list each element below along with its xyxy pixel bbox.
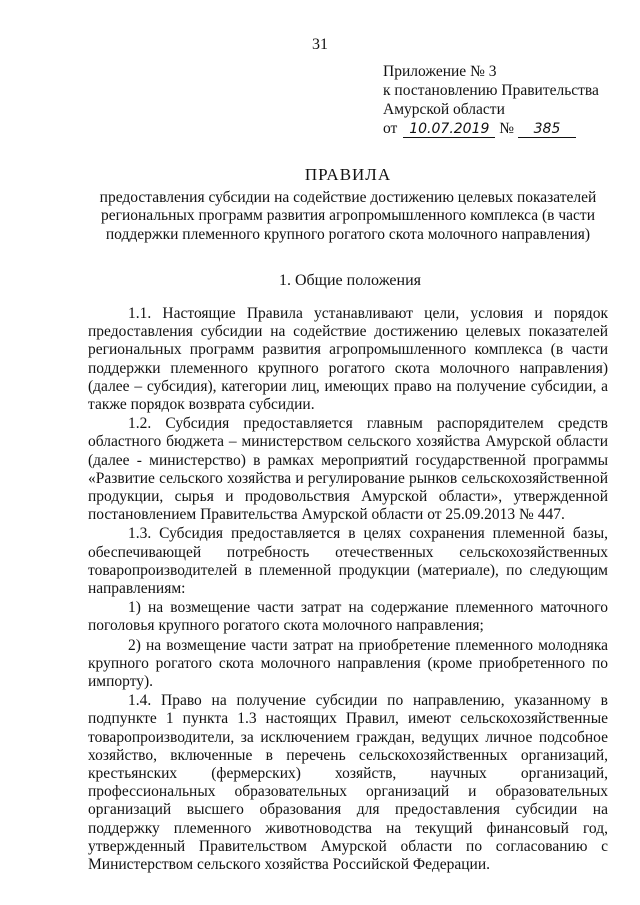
paragraph-1-4: 1.4. Право на получение субсидии по направлению, указанному в подпункте 1 пункта 1.3 настоящих Правил, имеют сельскохозяйственные товаропроизводители, за исключением граждан, ведущих личное подсобное хозяйство, включенные в перечень сельскохозяйственных организаций, крестьянских (фермерских) хозяйств, научных организаций, профессиональных образовательных организаций и образовательных организаций высшего образования для предоставления субсидии на поддержку племенного животноводства на текущий финансовый год, утвержденный Правительством Амурской области по согласованию с Министерством сельского хозяйства Российской Федерации. <box>88 692 608 874</box>
paragraph-1-2: 1.2. Субсидия предоставляется главным распорядителем средств областного бюджета – министерством сельского хозяйства Амурской области (далее - министерство) в рамках мероприятий государственной программы «Развитие сельского хозяйства и регулирование рынков сельскохозяйственной продукции, сырья и продовольствия Амурской области», утвержденной постановлением Правительства Амурской области от 25.09.2013 № 447. <box>88 415 608 524</box>
handwritten-date: 10.07.2019 <box>403 122 495 138</box>
appendix-line-3: Амурской области <box>383 101 505 118</box>
paragraph-1-3: 1.3. Субсидия предоставляется в целях сохранения племенной базы, обеспечивающей потребность отечественных сельскохозяйственных товаропроизводителей в племенной продукции (материале), по следующим направлениям: <box>88 525 608 598</box>
from-label: от <box>383 120 398 137</box>
appendix-date-line <box>383 119 599 138</box>
body-text <box>88 305 608 875</box>
appendix-line-1: Приложение № 3 <box>383 63 497 80</box>
paragraph-1-1: 1.1. Настоящие Правила устанавливают цели, условия и порядок предоставления субсидии на содействие достижению целевых показателей региональных программ развития агропромышленного комплекса (в части поддержки племенного крупного рогатого скота молочного направления) (далее – субсидия), категории лиц, имеющих право на получение субсидии, а также порядок возврата субсидии. <box>88 305 608 414</box>
page-number: 31 <box>312 36 328 53</box>
document-title: ПРАВИЛА <box>304 165 392 184</box>
handwritten-number: 385 <box>518 122 576 138</box>
title-block <box>88 166 608 244</box>
section-heading: 1. Общие положения <box>278 272 422 289</box>
appendix-block <box>383 62 599 138</box>
list-item-1: 1) на возмещение части затрат на содержание племенного маточного поголовья крупного рогатого скота молочного направления; <box>88 599 608 635</box>
number-label: № <box>499 120 514 137</box>
document-subtitle: предоставления субсидии на содействие достижению целевых показателей региональных программ развития агропромышленного комплекса (в части поддержки племенного крупного рогатого скота молочного направления) <box>99 188 597 243</box>
list-item-2: 2) на возмещение части затрат на приобретение племенного молодняка крупного рогатого скота молочного направления (кроме приобретенного по импорту). <box>88 636 608 691</box>
appendix-line-2: к постановлению Правительства <box>383 82 599 99</box>
